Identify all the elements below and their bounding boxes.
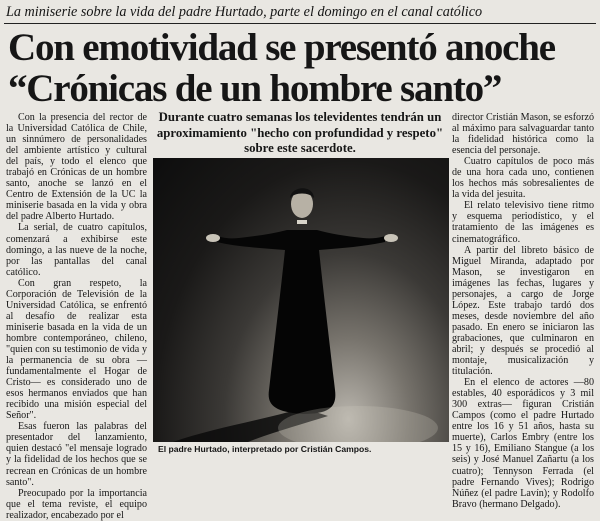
top-rule — [4, 23, 596, 24]
left-paragraph-3: Con gran respeto, la Corporación de Televisión de la Universidad Católica, se enfrentó al desafío de realizar esta miniserie basada en la vida de un hombre contemporáneo, chileno, "quien con su testimonio de vida y la permanencia de su obra —fundamentalmente el Hogar de Cristo— es considerado uno de esos hermanos enviados que han recibido una misión especial del Señor". — [6, 277, 147, 422]
clerical-collar — [297, 220, 307, 224]
photo-padre-hurtado — [153, 158, 449, 442]
left-paragraph-1: Con la presencia del rector de la Universidad Católica de Chile, un sinnúmero de personalidades del ambiente artístico y cultural del país, y todo el elenco que trabajó en Crónicas de un hombre santo, anoche se lanzó en el Centro de Extensión de la UC la miniserie basada en la vida y obra del padre Alberto Hurtado. — [6, 112, 147, 223]
deck-line-1: Durante cuatro semanas los televidentes tendrán un — [158, 110, 442, 124]
right-paragraph-1: director Cristián Mason, se esforzó al máximo para salvaguardar tanto la fidelidad histórica como la esencia del personaje. — [452, 112, 594, 157]
deck-line-3: sobre este sacerdote. — [244, 141, 356, 155]
right-paragraph-5: En el elenco de actores —80 estables, 40 esporádicos y 3 mil 300 extras— figuran Cristián Campos (como el padre Hurtado entre los 16 y 51 años, hasta su muerte), Carlos Embry (entre los 15 y 16), Emiliano Stangue (a los seis) y José Manuel Zañartu (a los cuatro); Tennyson Ferrada (el padre Fernando Vives); Rodrigo Núñez (el padre Lavín); y Rodolfo Bravo (hermano Delgado). — [452, 377, 594, 510]
deck — [152, 110, 448, 157]
photo-caption: El padre Hurtado, interpretado por Cristián Campos. — [158, 444, 372, 454]
photo-illustration — [153, 158, 449, 442]
right-paragraph-4: A partir del libreto básico de Miguel Miranda, adaptado por Mason, se investigaron en imágenes las fechas, lugares y personajes, a cargo de Jorge López. Este trabajo tardó dos meses, desde noviembre del año pasado. En enero se iniciaron las grabaciones, que culminaron en abril; y después se procedió al montaje, musicalización y titulación. — [452, 244, 594, 378]
right-paragraph-2: Cuatro capítulos de poco más de una hora cada uno, contienen los hechos más sobresalientes de la vida del jesuita. — [452, 156, 594, 201]
left-column — [6, 112, 147, 521]
left-paragraph-4: Esas fueron las palabras del presentador del lanzamiento, quien destacó "el mensaje logrado y la fidelidad de los hechos que se recrean en Crónicas de un hombre santo". — [6, 421, 147, 488]
right-hand — [384, 234, 398, 242]
left-paragraph-2: La serial, de cuatro capítulos, comenzará a exhibirse este domingo, a las nueve de la noche, por las pantallas del canal católico. — [6, 222, 147, 278]
deck-line-2: aproximamiento "hecho con profundidad y respeto" — [156, 125, 444, 140]
right-paragraph-3: El relato televisivo tiene ritmo y esquema periodístico, y el tratamiento de las imágenes es cinematográfico. — [452, 200, 594, 245]
headline — [8, 27, 596, 109]
headline-line-1: Con emotividad se presentó anoche — [8, 26, 555, 69]
headline-line-2: “Crónicas de un hombre santo” — [8, 67, 502, 110]
kicker: La miniserie sobre la vida del padre Hurtado, parte el domingo en el canal católico — [6, 4, 483, 20]
priest-arms — [217, 230, 385, 250]
priest-figure — [269, 250, 336, 414]
left-hand — [206, 234, 220, 242]
right-column — [452, 112, 594, 510]
left-paragraph-5: Preocupado por la importancia que el tema reviste, el equipo realizador, encabezado por el — [6, 487, 147, 521]
